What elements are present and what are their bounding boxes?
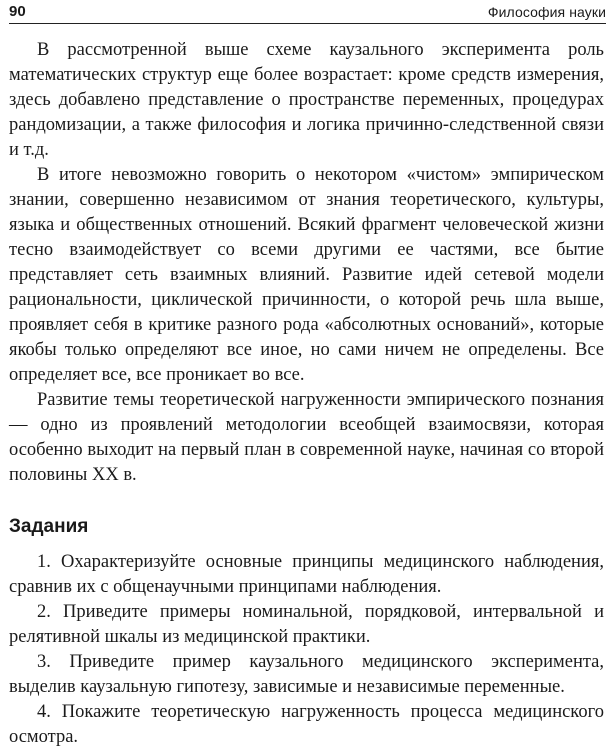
page-number: 90 [9, 3, 26, 20]
section-heading: Задания [9, 516, 89, 537]
main-text [9, 38, 604, 750]
task-item-4: 4. Покажите теоретическую нагруженность процесса медицинского осмотра. [9, 702, 604, 747]
running-title: Философия науки [487, 4, 606, 20]
paragraph-1: В рассмотренной выше схеме каузального эксперимента роль математических структур еще более возрастает: кроме средств измерения, здесь добавлено представление о пространстве переменных, процедурах рандомизации, а также философия и логика причинно-следственной связи и т.д. [9, 40, 604, 160]
task-item-2: 2. Приведите примеры номинальной, порядковой, интервальной и релятивной шкалы из медицинской практики. [9, 602, 604, 647]
task-item-3: 3. Приведите пример каузального медицинского эксперимента, выделив каузальную гипотезу, зависимые и независимые переменные. [9, 652, 604, 697]
task-list [9, 550, 604, 750]
paragraph-2: В итоге невозможно говорить о некотором «чистом» эмпирическом знании, совершенно независимом от знания теоретического, культуры, языка и общественных отношений. Всякий фрагмент человеческой жизни тесно взаимодействует со всеми другими ее частями, все бытие представляет сеть взаимных влияний. Развитие идей сетевой модели рациональности, циклической причинности, о которой речь шла выше, проявляет себя в критике разного рода «абсолютных оснований», которые якобы только определяют все иное, но сами ничем не определены. Все определяет все, все проникает во все. [9, 165, 604, 385]
task-item-1: 1. Охарактеризуйте основные принципы медицинского наблюдения, сравнив их с общенаучными принципами наблюдения. [9, 552, 604, 597]
paragraph-3: Развитие темы теоретической нагруженности эмпирического познания — одно из проявлений методологии всеобщей взаимосвязи, которая особенно выходит на первый план в современной науке, начиная со второй половины XX в. [9, 390, 604, 485]
running-header [9, 0, 606, 24]
